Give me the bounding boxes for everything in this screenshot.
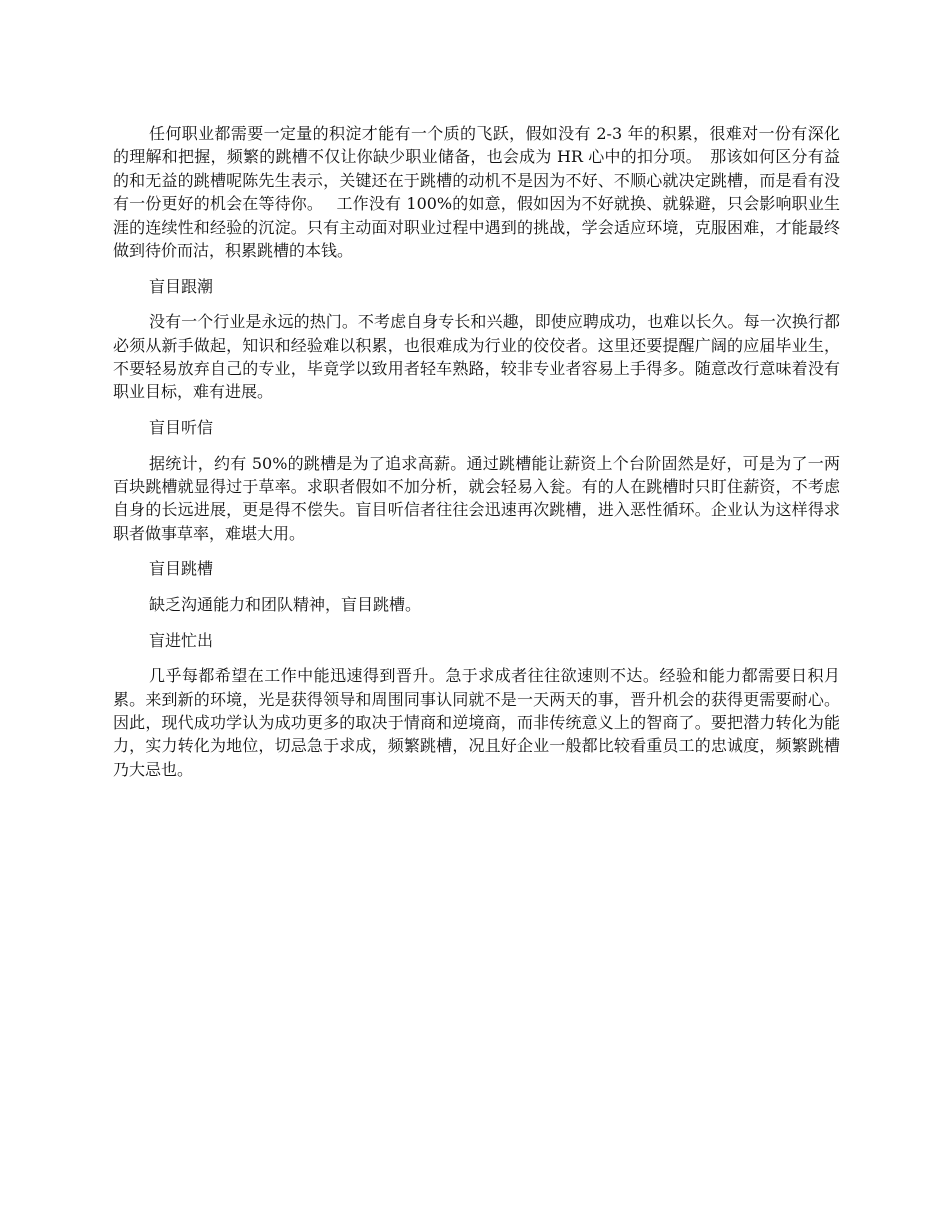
paragraph-intro: 任何职业都需要一定量的积淀才能有一个质的飞跃，假如没有 2-3 年的积累，很难对一份有深化的理解和把握，频繁的跳槽不仅让你缺少职业储备，也会成为 HR 心中的扣分项。 那该如何区分有益的和无益的跳槽呢陈先生表示，关键还在于跳槽的动机不是因为不好、不顺心就决定跳槽，而是看有没有一份更好的机会在等待你。 工作没有 100%的如意，假如因为不好就换、就躲避，只会影响职业生涯的连续性和经验的沉淀。只有主动面对职业过程中遇到的挑战，学会适应环境，克服困难，才能最终做到待价而沽，积累跳槽的本钱。: [113, 124, 840, 261]
paragraph-blind-belief: 据统计，约有 50%的跳槽是为了追求高薪。通过跳槽能让薪资上个台阶固然是好，可是为了一两百块跳槽就显得过于草率。求职者假如不加分析，就会轻易入瓮。有的人在跳槽时只盯住薪资，不考虑自身的长远进展，更是得不偿失。盲目听信者往往会迅速再次跳槽，进入恶性循环。企业认为这样得求职者做事草率，难堪大用。: [113, 453, 840, 543]
heading-blind-trend: 盲目跟潮: [149, 276, 214, 296]
paragraph-blind-trend: 没有一个行业是永远的热门。不考虑自身专长和兴趣，即使应聘成功，也难以长久。每一次换行都必须从新手做起，知识和经验难以积累，也很难成为行业的佼佼者。这里还要提醒广阔的应届毕业生，不要轻易放弃自己的专业，毕竟学以致用者轻车熟路，较非专业者容易上手得多。随意改行意味着没有职业目标，难有进展。: [113, 312, 840, 402]
heading-rush-in-rush-out: 盲进忙出: [149, 630, 214, 650]
paragraph-rush-in-rush-out: 几乎每都希望在工作中能迅速得到晋升。急于求成者往往欲速则不达。经验和能力都需要日积月累。来到新的环境，光是获得领导和周围同事认同就不是一天两天的事，晋升机会的获得更需要耐心。因此，现代成功学认为成功更多的取决于情商和逆境商，而非传统意义上的智商了。要把潜力转化为能力，实力转化为地位，切忌急于求成，频繁跳槽，况且好企业一般都比较看重员工的忠诚度，频繁跳槽乃大忌也。: [113, 666, 840, 779]
document-page: [113, 122, 840, 793]
paragraph-blind-job-hopping: 缺乏沟通能力和团队精神，盲目跳槽。: [149, 595, 422, 615]
heading-blind-belief: 盲目听信: [149, 418, 214, 438]
heading-blind-job-hopping: 盲目跳槽: [149, 559, 214, 579]
